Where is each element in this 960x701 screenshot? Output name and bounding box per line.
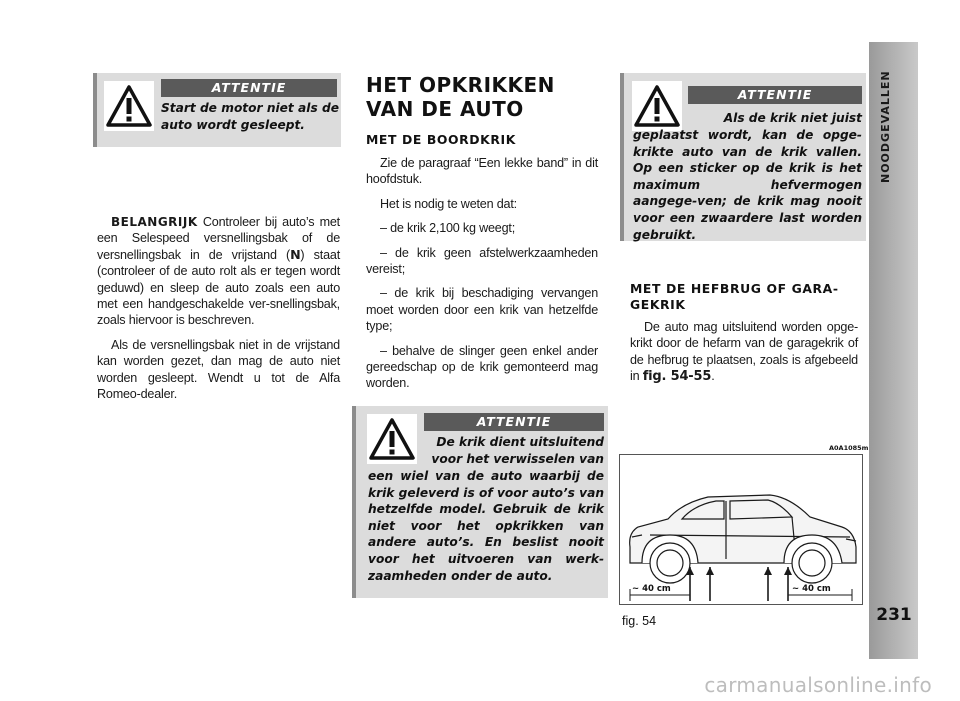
neutral-symbol: N bbox=[290, 246, 301, 262]
warning-text-line: De krik dient uitsluitend bbox=[436, 435, 604, 449]
paragraph: Het is nodig te weten dat: bbox=[380, 196, 517, 211]
warning-title: ATTENTIE bbox=[424, 413, 604, 431]
warning-title: ATTENTIE bbox=[161, 79, 337, 97]
figure-car-lift bbox=[619, 454, 863, 605]
warning-title: ATTENTIE bbox=[688, 86, 862, 104]
section-heading: HET OPKRIKKEN VAN DE AUTO bbox=[366, 73, 555, 121]
warning-text: geplaatst wordt, kan de opge-krikte auto van de krik vallen. Op een sticker op de krik is het maximum hefvermogen aangege-ven; de krik mag nooit voor een zwaardere last worden gebruikt. bbox=[633, 128, 862, 242]
paragraph: Zie de paragraaf “Een lekke band” in dit hoofdstuk. bbox=[366, 156, 598, 187]
warning-text: een wiel van de auto waarbij de krik geleverd is of voor auto’s van hetzelfde model. Gebruik de krik niet voor het opkrikken van andere auto’s. En beslist nooit voor het uitvoeren van werk-zaamheden onder de auto. bbox=[368, 469, 604, 583]
paragraph-end: . bbox=[711, 369, 715, 384]
middle-column-text bbox=[366, 155, 598, 400]
car-side-illustration bbox=[620, 455, 862, 604]
list-item: – de krik 2,100 kg weegt; bbox=[380, 221, 516, 236]
section-tab-label: NOODGEVALLEN bbox=[879, 70, 892, 183]
paragraph: De auto mag uitsluitend worden opge-krikt door de hefarm van de garagekrik of de hefbrug te plaatsen, zoals is afgebeeld in bbox=[630, 320, 858, 384]
figure-code: A0A1085m bbox=[829, 444, 869, 452]
important-lead: BELANGRIJK bbox=[111, 215, 198, 229]
left-column-text bbox=[97, 214, 340, 410]
warning-box-middle bbox=[352, 406, 608, 598]
right-column-text bbox=[630, 319, 858, 394]
warning-triangle-icon bbox=[632, 81, 682, 131]
warning-text: Start de motor niet als de auto wordt gesleept. bbox=[161, 101, 339, 132]
list-item: – de krik geen afstelwerkzaamheden vereist; bbox=[366, 245, 598, 277]
warning-text-line: Als de krik niet juist bbox=[723, 111, 862, 125]
warning-box-left bbox=[93, 73, 341, 147]
important-text: Controleer bij auto’s met een Selespeed versnellingsbak of de versnellingsbak in de vrijstand ( bbox=[97, 215, 340, 262]
list-item: – de krik bij beschadiging vervangen moet worden door een krik van hetzelfde type; bbox=[366, 286, 598, 334]
figure-reference: fig. 54-55 bbox=[642, 369, 712, 385]
dimension-label-right: ~ 40 cm bbox=[792, 584, 831, 594]
dimension-label-left: ~ 40 cm bbox=[632, 584, 671, 594]
list-item: – behalve de slinger geen enkel ander gereedschap op de krik gemonteerd mag worden. bbox=[366, 343, 598, 391]
warning-triangle-icon bbox=[367, 414, 417, 464]
paragraph: Als de versnellingsbak niet in de vrijstand kan worden gezet, dan mag de auto niet worden gesleept. Wendt u tot de Alfa Romeo-dealer. bbox=[97, 337, 340, 402]
watermark: carmanualsonline.info bbox=[704, 673, 932, 697]
subheading: MET DE HEFBRUG OF GARA-GEKRIK bbox=[630, 281, 839, 312]
figure-caption: fig. 54 bbox=[622, 614, 657, 628]
subheading: MET DE BOORDKRIK bbox=[366, 132, 516, 147]
page-number: 231 bbox=[876, 605, 912, 625]
warning-box-right bbox=[620, 73, 866, 241]
warning-text-line: voor het verwisselen van bbox=[431, 452, 604, 466]
important-text-2: ) staat (controleer of de auto rolt als er tegen wordt geduwd) en sleep de auto zoals een auto met een handgeschakelde ver-snellingsbak, zoals hiervoor is beschreven. bbox=[97, 247, 340, 328]
warning-triangle-icon bbox=[104, 81, 154, 131]
